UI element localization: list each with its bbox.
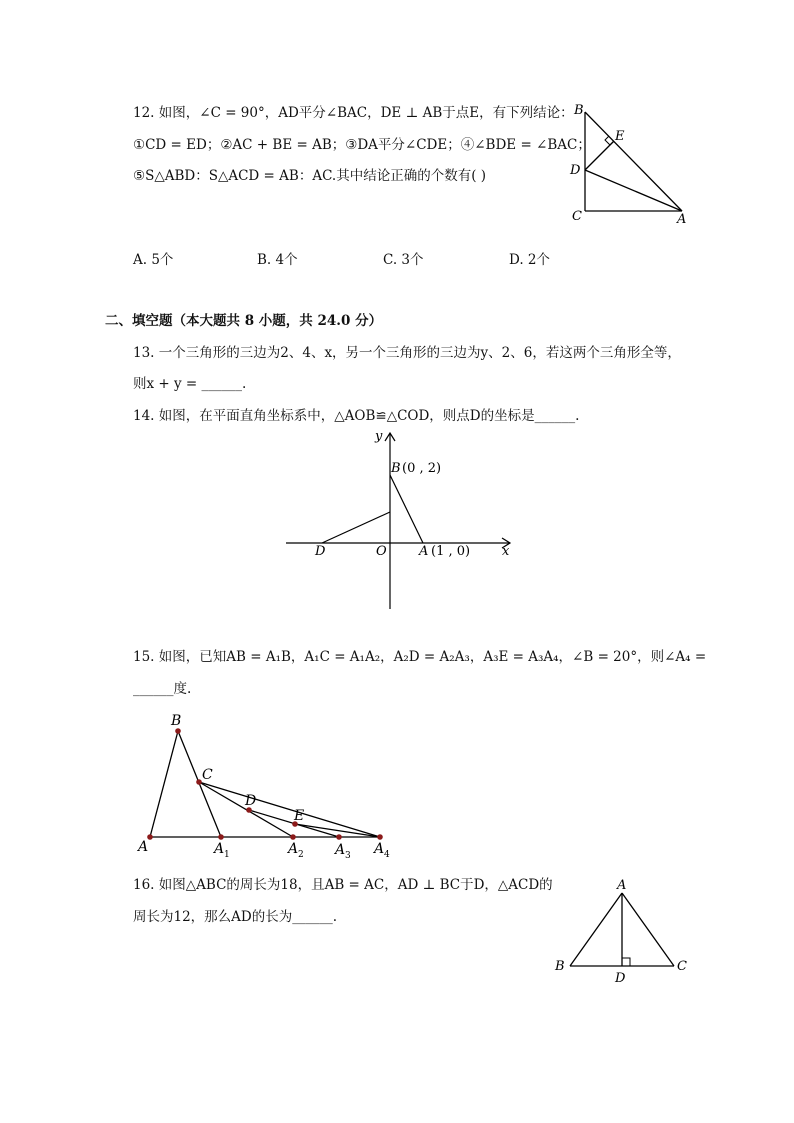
q12-label-d: D [570, 163, 581, 178]
q14-figure [280, 425, 520, 615]
q16-label-c: C [677, 959, 687, 974]
q15-label-a1-sub: 1 [224, 850, 230, 860]
q15-segment-ca4 [199, 782, 380, 837]
q12-label-e: E [615, 129, 625, 144]
q13-line2: 则x + y = ______. [133, 376, 247, 392]
q13-line1: 13. 一个三角形的三边为2、4、x，另一个三角形的三边为y、2、6，若这两个三角形全等， [133, 345, 681, 361]
q12-label-a: A [677, 212, 687, 227]
q15-segment-ca2 [199, 782, 293, 837]
q16-figure [550, 873, 700, 988]
q15-point-a3 [336, 834, 342, 840]
q15-label-c: C [202, 767, 213, 783]
q15-line1: 15. 如图，已知AB = A₁B，A₁C = A₁A₂，A₂D = A₂A₃，A₃E = A₃A₄，∠B = 20°，则∠A₄ = [133, 649, 707, 665]
q14-label-a-coord: (1 , 0) [431, 544, 471, 559]
q12-label-b: B [574, 103, 584, 118]
q16-label-d: D [615, 971, 626, 986]
q16-line2: 周长为12，那么AD的长为______. [133, 909, 338, 925]
q15-label-a3-sub: 3 [345, 851, 351, 861]
q14-label-x: x [502, 544, 510, 559]
q14-label-b: B [391, 461, 401, 476]
q16-side-ab [570, 893, 622, 966]
q15-label-a4-sub: 4 [384, 850, 390, 860]
q15-label-a1: A [214, 841, 225, 857]
q15-label-b: B [171, 713, 182, 729]
q15-figure [130, 705, 400, 865]
q15-label-a2: A [288, 841, 299, 857]
q15-point-b [175, 728, 181, 734]
q12-figure [560, 98, 700, 228]
q16-right-angle-mark [622, 958, 630, 966]
q15-point-c [196, 779, 202, 785]
q12-line3: ⑤S△ABD：S△ACD = AB：AC.其中结论正确的个数有( ) [133, 168, 487, 184]
q14-label-o: O [376, 544, 387, 559]
q15-label-d: D [245, 793, 257, 809]
q12-option-b: B. 4个 [257, 252, 298, 268]
q14-segment-ab [390, 475, 423, 543]
q16-line1: 16. 如图△ABC的周长为18，且AB = AC，AD ⊥ BC于D，△ACD的 [133, 877, 553, 893]
q15-label-a3: A [335, 842, 346, 858]
q15-label-a2-sub: 2 [298, 850, 304, 860]
q12-option-a: A. 5个 [133, 252, 174, 268]
q15-point-a4 [377, 834, 383, 840]
q15-point-a2 [290, 834, 296, 840]
q14-line1: 14. 如图，在平面直角坐标系中，△AOB≌△COD，则点D的坐标是______. [133, 408, 580, 424]
section-heading: 二、填空题（本大题共 8 小题，共 24.0 分） [105, 313, 383, 329]
q15-label-a4: A [374, 841, 385, 857]
q16-label-b: B [555, 959, 565, 974]
q14-label-y: y [375, 429, 383, 444]
q12-segment-ad [585, 170, 682, 211]
q12-line1: 12. 如图，∠C = 90°，AD平分∠BAC，DE ⊥ AB于点E，有下列结论： [133, 105, 574, 121]
q16-side-ac [622, 893, 674, 966]
q15-label-e: E [294, 808, 305, 824]
q12-label-c: C [572, 209, 582, 224]
q15-line2: ______度. [133, 681, 192, 697]
q14-label-a: A [419, 544, 429, 559]
q14-segment-cd [322, 512, 390, 543]
q12-option-d: D. 2个 [509, 252, 551, 268]
q16-label-a: A [617, 878, 627, 893]
q15-segment-ab [150, 731, 178, 837]
q12-option-c: C. 3个 [383, 252, 424, 268]
q14-label-d: D [315, 544, 326, 559]
q15-label-a: A [138, 839, 149, 855]
q15-point-a1 [218, 834, 224, 840]
q12-line2: ①CD = ED；②AC + BE = AB；③DA平分∠CDE；④∠BDE = ∠BAC； [133, 137, 591, 153]
q12-side-ab [585, 112, 682, 211]
q14-label-b-coord: (0 , 2) [402, 461, 442, 476]
